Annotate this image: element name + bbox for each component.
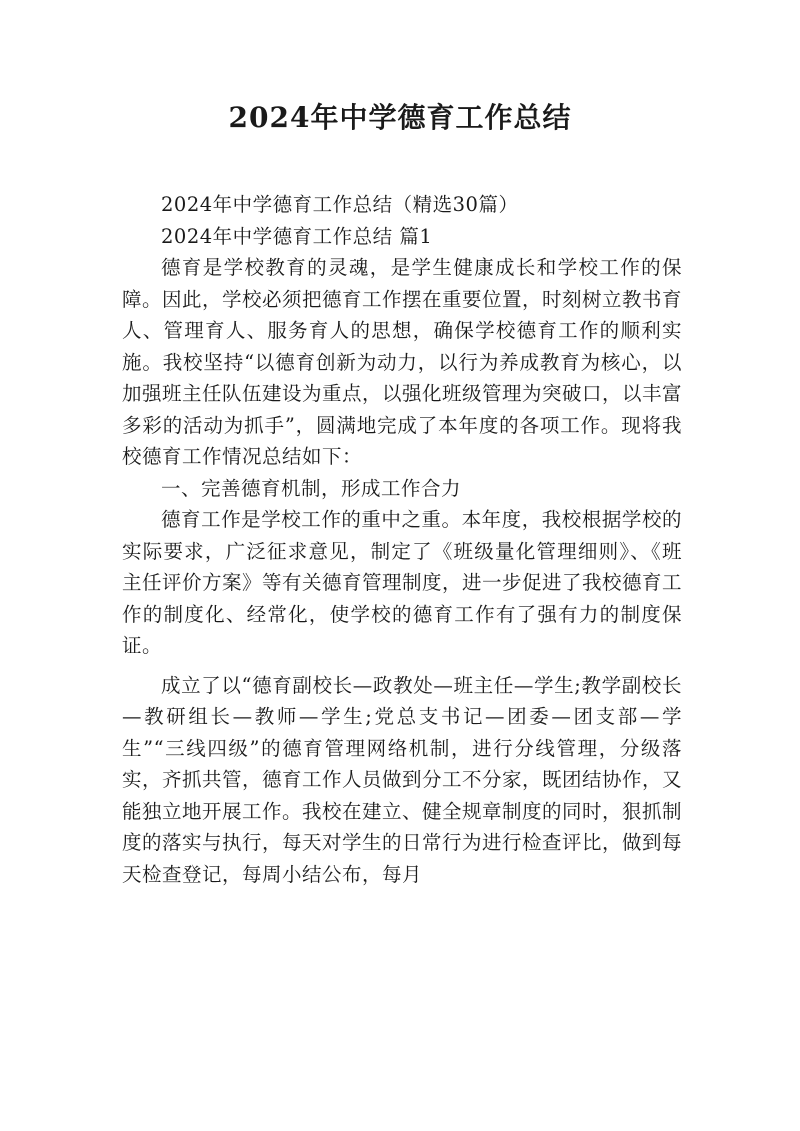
subsection-heading: 一、完善德育机制，形成工作合力 <box>161 476 462 500</box>
paragraph: 成立了以“德育副校长—政教处—班主任—学生;教学副校长—教研组长—教师—学生;党总支书记—团委—团支部—学生”“三线四级”的德育管理网络机制，进行分线管理，分级落实，齐抓共管，德育工作人员做到分工不分家，既团结协作，又能独立地开展工作。我校在建立、健全规章制度的同时，狠抓制度的落实与执行，每天对学生的日常行为进行检查评比，做到每天检查登记，每周小结公布，每月 <box>122 673 683 886</box>
paragraph: 德育是学校教育的灵魂，是学生健康成长和学校工作的保障。因此，学校必须把德育工作摆在重要位置，时刻树立教书育人、管理育人、服务育人的思想，确保学校德育工作的顺利实施。我校坚持“以德育创新为动力，以行为养成教育为核心，以加强班主任队伍建设为重点，以强化班级管理为突破口，以丰富多彩的活动为抓手”，圆满地完成了本年度的各项工作。现将我校德育工作情况总结如下： <box>122 256 683 468</box>
document-title: 2024年中学德育工作总结 <box>228 101 572 134</box>
section-heading: 2024年中学德育工作总结 篇1 <box>161 224 433 248</box>
document-body <box>122 189 682 890</box>
paragraph: 德育工作是学校工作的重中之重。本年度，我校根据学校的实际要求，广泛征求意见，制定了《班级量化管理细则》、《班主任评价方案》等有关德育管理制度，进一步促进了我校德育工作的制度化、经常化，使学校的德育工作有了强有力的制度保证。 <box>122 508 683 657</box>
subtitle-line: 2024年中学德育工作总结（精选30篇） <box>161 193 519 216</box>
